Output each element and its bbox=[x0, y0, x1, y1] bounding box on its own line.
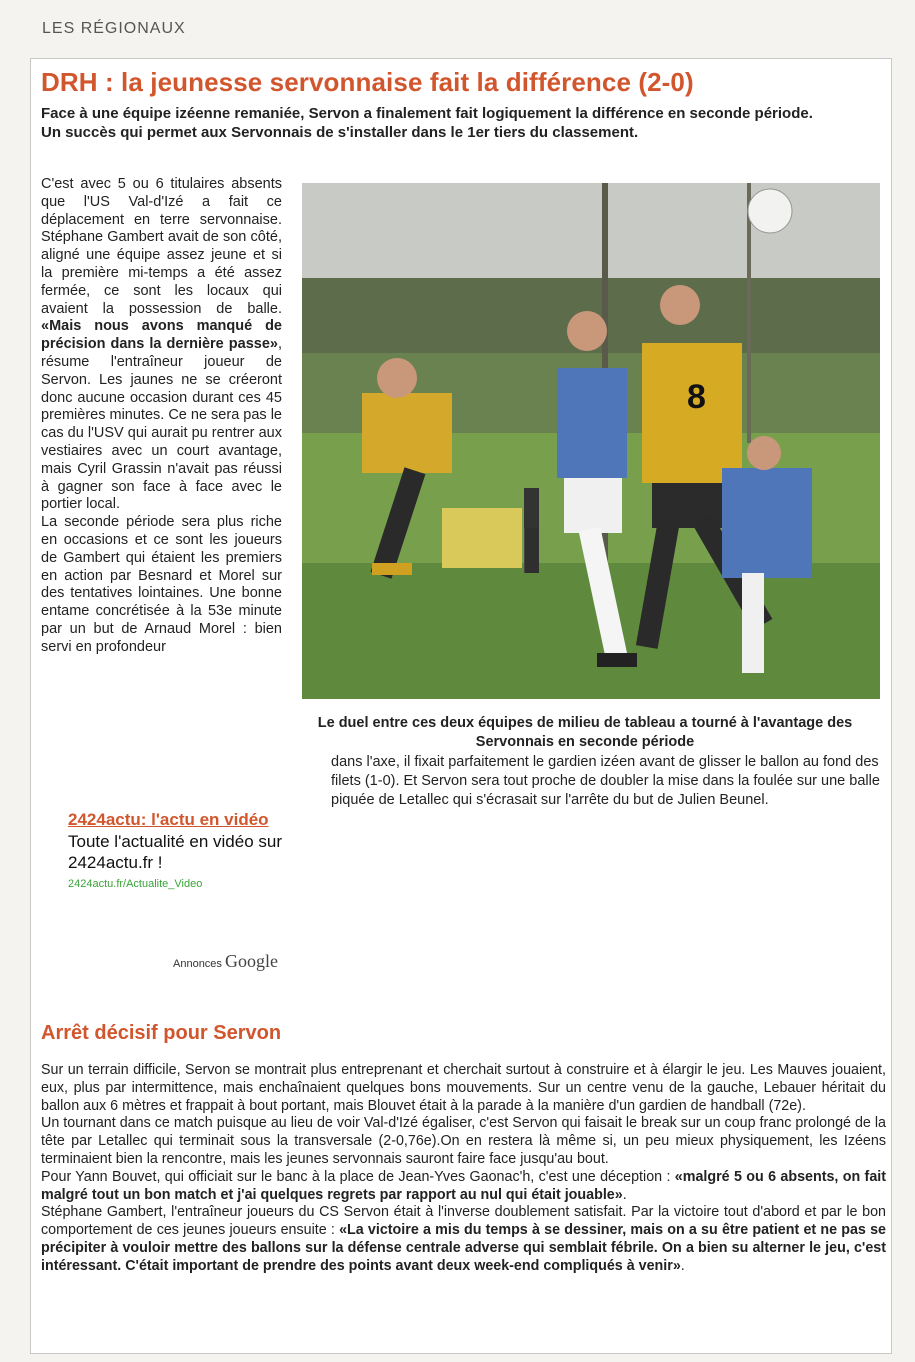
ad-title-link[interactable]: 2424actu: l'actu en vidéo bbox=[68, 810, 269, 829]
jersey-number: 8 bbox=[687, 378, 706, 416]
ad-body: Toute l'actualité en vidéo sur 2424actu.fr ! bbox=[68, 832, 282, 872]
ads-label: Annonces bbox=[173, 958, 222, 970]
section-2-paragraph-4-end: . bbox=[680, 1257, 685, 1274]
gambert-quote: «La victoire a mis du temps à se dessiner, mais on a su être patient et ne pas se précipiter à vouloir mettre des ballons sur la défense centrale adverse qui semblait fébrile. On a bien su alterner le jeu, c'est intéressant. C'était important de prendre des points avant deux week-end compliqués à venir» bbox=[41, 1222, 886, 1274]
article-body-column bbox=[41, 176, 282, 657]
match-photo bbox=[302, 183, 880, 699]
section-2-paragraph-3-end: . bbox=[622, 1186, 627, 1203]
coach-quote: «Mais nous avons manqué de précision dans la dernière passe» bbox=[41, 318, 282, 353]
football-players-illustration bbox=[302, 183, 880, 699]
section-2-paragraph-3-text: Pour Yann Bouvet, qui officiait sur le banc à la place de Jean-Yves Gaonac'h, c'est une déception : bbox=[41, 1168, 675, 1185]
photo-caption: Le duel entre ces deux équipes de milieu de tableau a tourné à l'avantage des Servonnais en seconde période bbox=[317, 715, 853, 750]
section-2-paragraph-3 bbox=[41, 1169, 886, 1205]
section-rubric: LES RÉGIONAUX bbox=[42, 20, 186, 37]
ads-by-google[interactable] bbox=[173, 951, 278, 972]
section-2-title: Arrêt décisif pour Servon bbox=[41, 1022, 282, 1044]
body-paragraph-1-end: , résume l'entraîneur joueur de Servon. Les jaunes ne se créeront donc aucune occasion durant ces 45 premières minutes. Ce ne sera pas le cas du l'USV qui aurait pu rentrer aux vestiaires avec un court avantage, mais Cyril Grassin n'avait pas réussi à gagner son face à face avec le portier local. bbox=[41, 336, 282, 513]
section-2-paragraph-4 bbox=[41, 1204, 886, 1275]
section-2-paragraph-2: Un tournant dans ce match puisque au lieu de voir Val-d'Izé égaliser, c'est Servon qui faisait le break sur un coup franc prolongé de la tête par Letallec qui terminait sous la transversale (2-0,76e).On en restera là même si, un peu mieux physiquement, les Izéens terminaient bien la rencontre, mais les jeunes servonnais sauront faire face jusqu'au bout. bbox=[41, 1115, 886, 1167]
body-paragraph-1: C'est avec 5 ou 6 titulaires absents que l'US Val-d'Izé a fait ce déplacement en terre servonnaise. Stéphane Gambert avait de son côté, aligné une équipe assez jeune et si la première mi-temps a été assez fermée, ce sont les locaux qui avaient la possession de balle. bbox=[41, 176, 282, 317]
article-body-continuation: dans l'axe, il fixait parfaitement le gardien izéen avant de glisser le ballon au fond des filets (1-0). Et Servon sera tout proche de doubler la mise dans la foulée sur une balle piquée de Letallec qui s'écrasait sur l'arrête du but de Julien Beunel. bbox=[331, 754, 880, 808]
article-title: DRH : la jeunesse servonnaise fait la différence (2-0) bbox=[41, 67, 694, 97]
article-lead: Face à une équipe izéenne remaniée, Servon a finalement fait logiquement la différence en seconde période. Un succès qui permet aux Servonnais de s'installer dans le 1er tiers du classement. bbox=[41, 105, 813, 141]
bouvet-quote: «malgré 5 ou 6 absents, on fait malgré tout un bon match et j'ai quelques regrets par rapport au nul qui était jouable» bbox=[41, 1168, 886, 1203]
section-2-body bbox=[41, 1062, 886, 1276]
sponsored-ad[interactable] bbox=[68, 809, 298, 890]
google-wordmark: Google bbox=[225, 951, 278, 971]
body-paragraph-2: La seconde période sera plus riche en occasions et ce sont les joueurs de Gambert qui étaient les premiers en action par Besnard et Morel sur des tentatives lointaines. Une bonne entame concrétisée à la 53e minute par un but de Arnaud Morel : bien servi en profondeur bbox=[41, 514, 282, 655]
ad-url-link[interactable]: 2424actu.fr/Actualite_Video bbox=[68, 878, 203, 890]
section-2-paragraph-4-text: Stéphane Gambert, l'entraîneur joueurs du CS Servon était à l'inverse doublement satisfait. Par la victoire tout d'abord et par le bon comportement de ces jeunes joueurs ensuite : bbox=[41, 1204, 886, 1239]
section-2-paragraph-1: Sur un terrain difficile, Servon se montrait plus entreprenant et cherchait surtout à construire et à élargir le jeu. Les Mauves jouaient, eux, plus par intermittence, mais enchaînaient quelques bons mouvements. Sur un centre venu de la gauche, Lebauer héritait du ballon aux 6 mètres et frappait à bout portant, mais Blouvet était à la parade à la manière d'un gardien de handball (72e). bbox=[41, 1062, 886, 1114]
